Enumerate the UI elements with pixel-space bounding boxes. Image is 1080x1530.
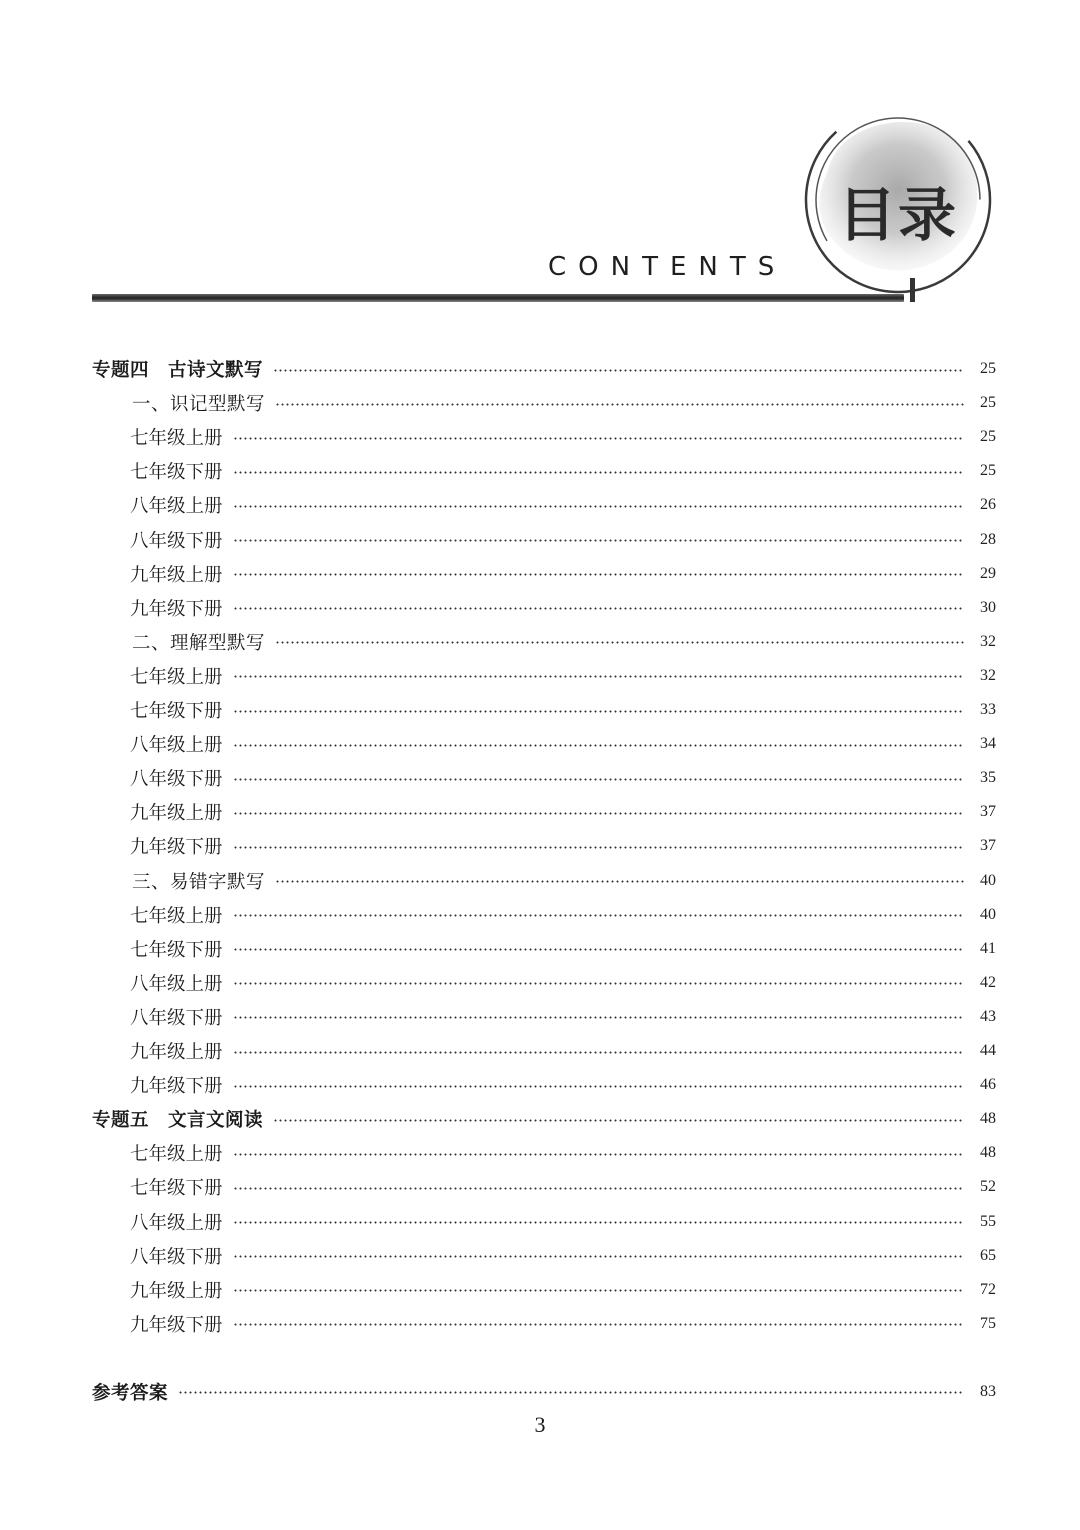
toc-entry-page: 52 [980, 1178, 996, 1196]
toc-entry-label: 七年级下册 [130, 939, 223, 961]
toc-entry-label: 一、识记型默写 [132, 394, 266, 416]
toc-entry-label: 八年级下册 [130, 769, 223, 791]
toc-entry-label: 八年级上册 [130, 735, 223, 757]
toc-entry-label: 八年级上册 [130, 1212, 223, 1234]
toc-entry-page: 26 [980, 496, 996, 514]
toc-entry[interactable] [130, 932, 996, 966]
toc-entry-label: 九年级下册 [130, 837, 223, 859]
toc-entry[interactable] [130, 1273, 996, 1307]
toc-dot-leader [233, 710, 964, 713]
toc-entry-label: 七年级上册 [130, 428, 223, 450]
toc-dot-leader [233, 1187, 964, 1190]
toc-dot-leader [233, 1289, 964, 1292]
toc-dot-leader [233, 675, 964, 678]
toc-entry-label: 九年级上册 [130, 564, 223, 586]
toc-entry-page: 48 [980, 1110, 996, 1128]
toc-entry-label: 九年级上册 [130, 803, 223, 825]
toc-dot-leader [233, 505, 964, 508]
toc-dot-leader [178, 1391, 964, 1394]
toc-entry-label: 九年级下册 [130, 1076, 223, 1098]
header-rule-hook [896, 278, 915, 302]
toc-entry-label: 八年级下册 [130, 1246, 223, 1268]
toc-dot-leader [233, 778, 964, 781]
toc-entry-label: 八年级上册 [130, 973, 223, 995]
toc-entry-label: 九年级下册 [130, 1314, 223, 1336]
toc-entry-page: 65 [980, 1246, 996, 1264]
toc-entry[interactable] [130, 693, 996, 727]
toc-dot-leader [233, 744, 964, 747]
header-rule [92, 294, 904, 302]
page-title: 目录 [838, 181, 959, 249]
toc-dot-leader [273, 1119, 964, 1122]
toc-entry[interactable] [130, 420, 996, 454]
toc-entry-page: 75 [980, 1314, 996, 1332]
toc-entry[interactable] [130, 795, 996, 829]
toc-entry[interactable] [132, 625, 996, 659]
toc-entry-label: 八年级下册 [130, 530, 223, 552]
toc-entry[interactable] [130, 1034, 996, 1068]
toc-entry-page: 34 [980, 735, 996, 753]
toc-dot-leader [233, 1016, 964, 1019]
toc-entry-page: 42 [980, 973, 996, 991]
toc-entry[interactable] [130, 557, 996, 591]
toc-entry[interactable] [132, 386, 996, 420]
toc-entry[interactable] [130, 1239, 996, 1273]
toc-entry-label: 二、理解型默写 [132, 632, 266, 654]
toc-entry[interactable] [130, 966, 996, 1000]
toc-entry-page: 25 [980, 428, 996, 446]
toc-dot-leader [233, 914, 964, 917]
toc-dot-leader [233, 846, 964, 849]
toc-dot-leader [233, 607, 964, 610]
toc-entry-page: 25 [980, 360, 996, 377]
toc-entry-page: 44 [980, 1042, 996, 1059]
toc-entry-label: 七年级下册 [130, 462, 223, 484]
toc-entry[interactable] [130, 761, 996, 795]
toc-dot-leader [233, 982, 964, 985]
toc-entry-page: 32 [980, 632, 996, 650]
toc-entry[interactable] [130, 454, 996, 488]
toc-entry[interactable] [130, 523, 996, 557]
toc-entry[interactable] [92, 1375, 996, 1409]
toc-entry-page: 35 [980, 769, 996, 787]
toc-entry-label: 八年级下册 [130, 1007, 223, 1029]
toc-entry-page: 48 [980, 1144, 996, 1162]
toc-dot-leader [273, 369, 964, 372]
toc-entry[interactable] [130, 1000, 996, 1034]
toc-dot-leader [233, 1323, 964, 1326]
toc-entry-page: 46 [980, 1076, 996, 1094]
toc-entry-page: 55 [980, 1212, 996, 1230]
toc-entry-page: 33 [980, 701, 996, 718]
toc-dot-leader [275, 403, 964, 406]
toc-dot-leader [233, 1153, 964, 1156]
toc-entry-page: 25 [980, 394, 996, 412]
toc-dot-leader [233, 1085, 964, 1088]
toc-entry-label: 专题四 古诗文默写 [92, 360, 264, 381]
toc-entry[interactable] [92, 1102, 996, 1136]
toc-dot-leader [233, 1221, 964, 1224]
toc-entry-label: 七年级上册 [130, 905, 223, 927]
toc-entry-page: 43 [980, 1007, 996, 1025]
toc-entry[interactable] [130, 829, 996, 863]
toc-entry-label: 七年级上册 [130, 666, 223, 688]
toc-entry-page: 72 [980, 1280, 996, 1298]
toc-entry[interactable] [130, 591, 996, 625]
toc-entry-page: 40 [980, 871, 996, 889]
toc-entry-label: 专题五 文言文阅读 [92, 1110, 264, 1132]
toc-dot-leader [233, 812, 964, 815]
toc-entry-page: 83 [980, 1382, 996, 1400]
toc-entry[interactable] [130, 1205, 996, 1239]
page-subtitle: CONTENTS [548, 252, 787, 282]
toc-entry-page: 37 [980, 837, 996, 855]
toc-entry[interactable] [130, 1307, 996, 1341]
toc-dot-leader [233, 437, 964, 440]
toc-entry-page: 40 [980, 905, 996, 923]
toc-entry-label: 七年级下册 [130, 701, 223, 722]
toc-entry[interactable] [92, 352, 996, 386]
toc-entry[interactable] [132, 864, 996, 898]
toc-entry-label: 八年级上册 [130, 496, 223, 518]
toc-entry-page: 29 [980, 564, 996, 582]
toc-entry[interactable] [130, 727, 996, 761]
toc-entry-label: 三、易错字默写 [132, 871, 266, 893]
toc-dot-leader [275, 880, 964, 883]
toc-entry[interactable] [130, 898, 996, 932]
toc-entry-page: 32 [980, 666, 996, 684]
toc-dot-leader [233, 471, 964, 474]
toc-entry-page: 25 [980, 462, 996, 480]
toc-entry-page: 37 [980, 803, 996, 821]
toc-dot-leader [233, 948, 964, 951]
toc-entry-label: 九年级上册 [130, 1280, 223, 1302]
toc-dot-leader [275, 641, 964, 644]
toc-entry-label: 七年级下册 [130, 1178, 223, 1200]
toc-entry-page: 28 [980, 530, 996, 548]
toc-dot-leader [233, 1051, 964, 1054]
toc-entry[interactable] [130, 659, 996, 693]
toc-dot-leader [233, 573, 964, 576]
toc-entry[interactable] [130, 488, 996, 522]
toc-entry[interactable] [130, 1068, 996, 1102]
toc-entry[interactable] [130, 1136, 996, 1170]
toc-dot-leader [233, 539, 964, 542]
toc-dot-leader [233, 1255, 964, 1258]
toc-entry-label: 九年级下册 [130, 598, 223, 620]
toc-entry-label: 七年级上册 [130, 1144, 223, 1166]
toc-entry-label: 参考答案 [92, 1382, 169, 1404]
toc-entry-label: 九年级上册 [130, 1042, 223, 1063]
toc-entry-page: 30 [980, 598, 996, 616]
page-number: 3 [534, 1412, 546, 1437]
toc-entry[interactable] [130, 1170, 996, 1204]
toc-entry-page: 41 [980, 939, 996, 957]
